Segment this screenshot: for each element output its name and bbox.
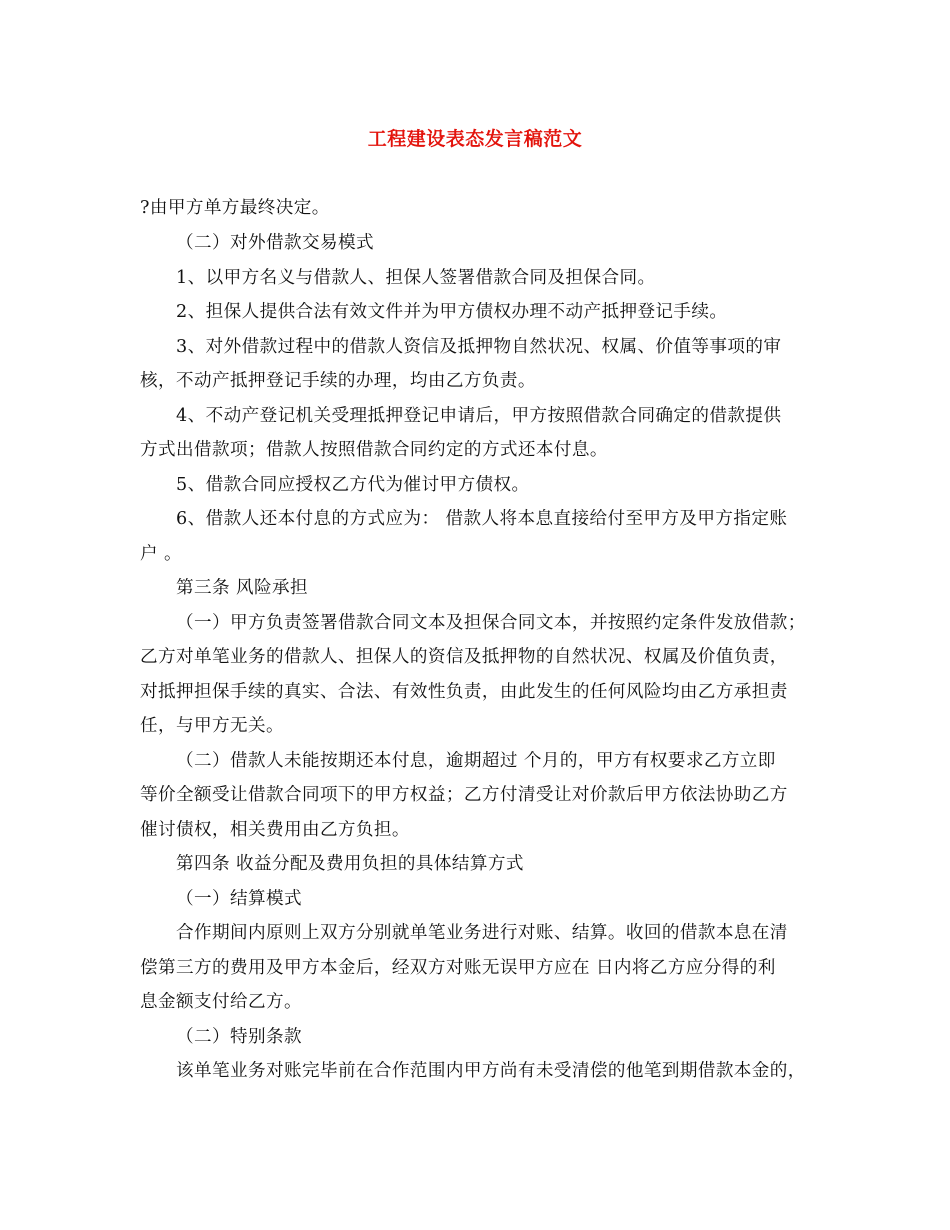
paragraph-line: （一）甲方负责签署借款合同文本及担保合同文本，并按照约定条件发放借款；	[176, 613, 806, 633]
paragraph-line: 户 。	[140, 544, 182, 564]
paragraph-line: 1、以甲方名义与借款人、担保人签署借款合同及担保合同。	[176, 268, 656, 288]
paragraph-line: 等价全额受让借款合同项下的甲方权益；乙方付清受让对价款后甲方依法协助乙方	[140, 785, 788, 805]
document-title: 工程建设表态发言稿范文	[367, 128, 583, 150]
paragraph-line: 方式出借款项；借款人按照借款合同约定的方式还本付息。	[140, 440, 608, 460]
paragraph-line: 息金额支付给乙方。	[140, 992, 302, 1012]
paragraph-line: 合作期间内原则上双方分别就单笔业务进行对账、结算。收回的借款本息在清	[176, 923, 788, 943]
paragraph-line: （二）特别条款	[176, 1027, 302, 1047]
paragraph-line: 6、借款人还本付息的方式应为： 借款人将本息直接给付至甲方及甲方指定账	[176, 509, 788, 529]
paragraph-line: 核，不动产抵押登记手续的办理，均由乙方负责。	[140, 371, 536, 391]
paragraph-line: 2、担保人提供合法有效文件并为甲方债权办理不动产抵押登记手续。	[176, 302, 728, 322]
paragraph-line: 第三条 风险承担	[176, 578, 308, 598]
paragraph-line: 偿第三方的费用及甲方本金后，经双方对账无误甲方应在 日内将乙方应分得的利	[140, 958, 776, 978]
paragraph-line: （一）结算模式	[176, 889, 302, 909]
paragraph-line: 该单笔业务对账完毕前在合作范围内甲方尚有未受清偿的他笔到期借款本金的，	[176, 1061, 806, 1081]
paragraph-line: 乙方对单笔业务的借款人、担保人的资信及抵押物的自然状况、权属及价值负责，	[140, 647, 788, 667]
paragraph-line: ?由甲方单方最终决定。	[140, 198, 330, 218]
paragraph-line: 对抵押担保手续的真实、合法、有效性负责，由此发生的任何风险均由乙方承担责	[140, 682, 788, 702]
paragraph-line: 3、对外借款过程中的借款人资信及抵押物自然状况、权属、价值等事项的审	[176, 337, 782, 357]
paragraph-line: 催讨债权，相关费用由乙方负担。	[140, 820, 410, 840]
paragraph-line: 4、不动产登记机关受理抵押登记申请后，甲方按照借款合同确定的借款提供	[176, 406, 782, 426]
paragraph-line: 5、借款合同应授权乙方代为催讨甲方债权。	[176, 475, 530, 495]
paragraph-line: （二）借款人未能按期还本付息，逾期超过 个月的，甲方有权要求乙方立即	[176, 751, 776, 771]
paragraph-line: 第四条 收益分配及费用负担的具体结算方式	[176, 854, 524, 874]
paragraph-line: 任，与甲方无关。	[140, 716, 284, 736]
paragraph-line: （二）对外借款交易模式	[176, 233, 374, 253]
